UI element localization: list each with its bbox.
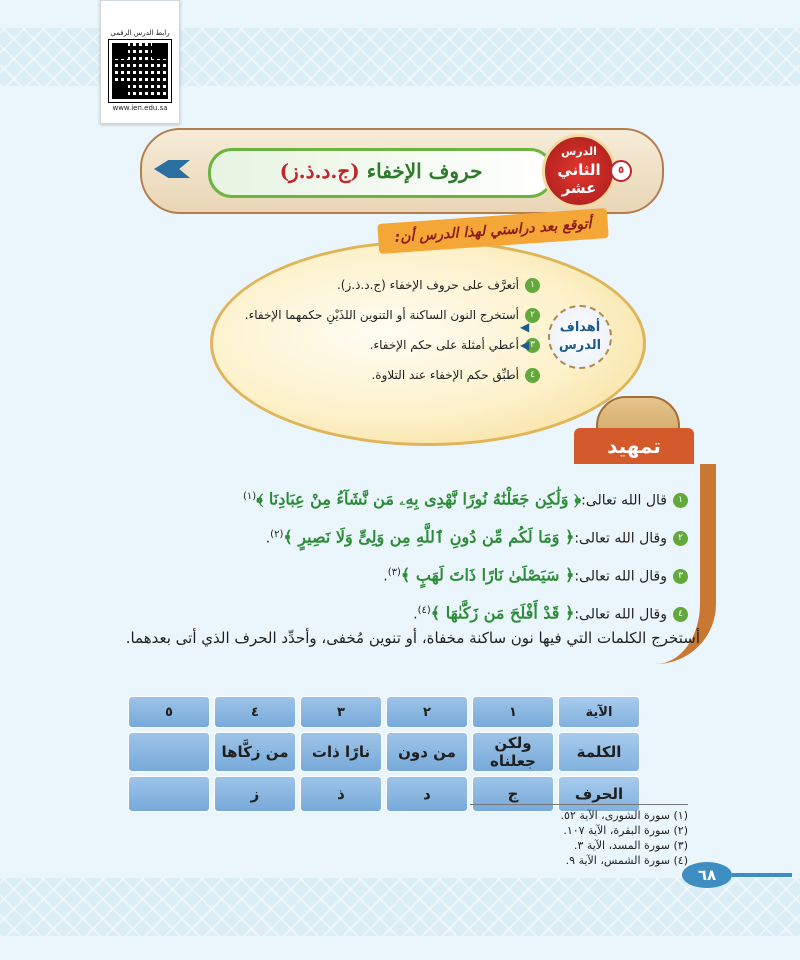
lesson-badge-line3: عشر xyxy=(561,179,597,197)
lesson-badge xyxy=(542,134,616,208)
goal-text: أطبِّق حكم الإخفاء عند التلاوة. xyxy=(371,368,519,382)
goals-tag xyxy=(548,305,612,369)
footnote: (٤) سورة الشمس، الآية ٩. xyxy=(565,854,688,867)
table-row xyxy=(128,776,640,812)
table-row xyxy=(128,732,640,772)
table-cell: ٤ xyxy=(214,696,296,728)
verse-end: . xyxy=(413,606,418,623)
verse-end: . xyxy=(383,568,388,585)
page-number-tail xyxy=(732,873,792,877)
goal-item xyxy=(240,270,540,300)
verse-number: ٢ xyxy=(673,531,688,546)
footnote: (١) سورة الشورى، الآية ٥٢. xyxy=(560,809,688,822)
row-label-ayah: الآية xyxy=(558,696,640,728)
qr-url: www.ien.edu.sa xyxy=(112,104,168,112)
verse-line xyxy=(128,516,688,554)
verse-end: . xyxy=(265,530,271,547)
page-number: ٦٨ xyxy=(682,862,732,888)
footnote: (٣) سورة المسد، الآية ٣. xyxy=(573,839,688,852)
table-cell[interactable]: من دون xyxy=(386,732,468,772)
verse-prefix: وقال الله تعالى: xyxy=(574,606,667,623)
goal-text: أعطي أمثلة على حكم الإخفاء. xyxy=(369,338,519,352)
verse-ayah: ﴿ وَمَا لَكُم مِّن دُونِ ٱللَّهِ مِن وَلِىٍّ وَلَا نَصِيرٍ ﴾ xyxy=(283,527,575,547)
footnote-divider xyxy=(470,804,688,805)
verses-list xyxy=(128,478,688,630)
goals-header: أتوقع بعد دراستي لهذا الدرس أن: xyxy=(377,208,609,254)
verse-footnote-ref: (١) xyxy=(243,491,257,502)
qr-label: رابط الدرس الرقمي xyxy=(110,29,170,37)
task-instruction: أستخرج الكلمات التي فيها نون ساكنة مخفاة، أو تنوين مُخفى، وأحدِّد الحرف الذي أتى بعدهما. xyxy=(125,629,700,647)
table-cell[interactable]: ج xyxy=(472,776,554,812)
arrow-ornament-icon xyxy=(154,160,190,178)
qr-code-icon[interactable] xyxy=(109,40,171,102)
goals-list xyxy=(240,270,540,390)
bottom-pattern-band xyxy=(0,878,800,936)
verse-number: ١ xyxy=(673,493,688,508)
table-cell[interactable]: ولكن جعلناه xyxy=(472,732,554,772)
verse-footnote-ref: (٣) xyxy=(387,567,401,578)
verse-footnote-ref: (٤) xyxy=(417,605,431,616)
table-cell[interactable]: ذ xyxy=(300,776,382,812)
goal-number: ٤ xyxy=(525,368,540,383)
unit-number: ٥ xyxy=(610,160,632,182)
intro-heading: تمهيد xyxy=(574,428,694,464)
lesson-title-pill xyxy=(208,148,554,198)
table-row xyxy=(128,696,640,728)
lesson-title-text: حروف الإخفاء xyxy=(366,159,483,183)
verse-ayah: ﴿ وَلَٰكِن جَعَلْنَٰهُ نُورًا نَّهْدِى بِهِۦ مَن نَّشَآءُ مِنْ عِبَادِنَا ﴾ xyxy=(256,489,582,509)
table-cell[interactable]: نارًا ذات xyxy=(300,732,382,772)
goals-tag-label: أهداف الدرس xyxy=(558,320,602,353)
row-label-letter: الحرف xyxy=(558,776,640,812)
table-cell: ٥ xyxy=(128,696,210,728)
goal-item xyxy=(240,360,540,390)
verse-line xyxy=(128,554,688,592)
goal-item xyxy=(240,300,540,330)
lesson-title xyxy=(211,159,551,183)
table-cell[interactable] xyxy=(128,776,210,812)
verse-prefix: وقال الله تعالى: xyxy=(574,530,667,547)
table-cell[interactable] xyxy=(128,732,210,772)
verse-number: ٣ xyxy=(673,569,688,584)
qr-card[interactable] xyxy=(100,0,180,124)
row-label-word: الكلمة xyxy=(558,732,640,772)
verse-footnote-ref: (٢) xyxy=(270,529,284,540)
table-cell: ١ xyxy=(472,696,554,728)
goal-item xyxy=(240,330,540,360)
lesson-badge-line1: الدرس xyxy=(561,145,597,158)
verse-line xyxy=(128,478,688,516)
verse-number: ٤ xyxy=(673,607,688,622)
lesson-banner xyxy=(140,128,664,214)
footnotes-list xyxy=(561,808,688,868)
goal-text: أتعرَّف على حروف الإخفاء (ج.د.ذ.ز). xyxy=(336,278,519,292)
table-cell: ٣ xyxy=(300,696,382,728)
table-cell[interactable]: من زكَّاها xyxy=(214,732,296,772)
footnote: (٢) سورة البقرة، الآية ١٠٧. xyxy=(563,824,688,837)
verse-ayah: ﴿ قَدْ أَفْلَحَ مَن زَكَّىٰهَا ﴾ xyxy=(430,603,575,623)
table-cell: ٢ xyxy=(386,696,468,728)
goal-text: أستخرج النون الساكنة أو التنوين اللذَيْنِ حكمهما الإخفاء. xyxy=(244,308,519,322)
lesson-badge-line2: الثاني xyxy=(557,161,601,179)
table-cell[interactable]: د xyxy=(386,776,468,812)
table-cell[interactable]: ز xyxy=(214,776,296,812)
lesson-title-letters: (ج.د.ذ.ز) xyxy=(279,159,360,183)
goal-number: ١ xyxy=(525,278,540,293)
verse-prefix: قال الله تعالى: xyxy=(581,492,667,509)
verse-ayah: ﴿ سَيَصْلَىٰ نَارًا ذَاتَ لَهَبٍ ﴾ xyxy=(400,565,575,585)
arrow-left-icon: ◀ ◀ xyxy=(520,320,530,352)
answer-table xyxy=(124,692,644,816)
verse-prefix: وقال الله تعالى: xyxy=(574,568,667,585)
goal-number: ٣ xyxy=(525,338,540,353)
goal-number: ٢ xyxy=(525,308,540,323)
